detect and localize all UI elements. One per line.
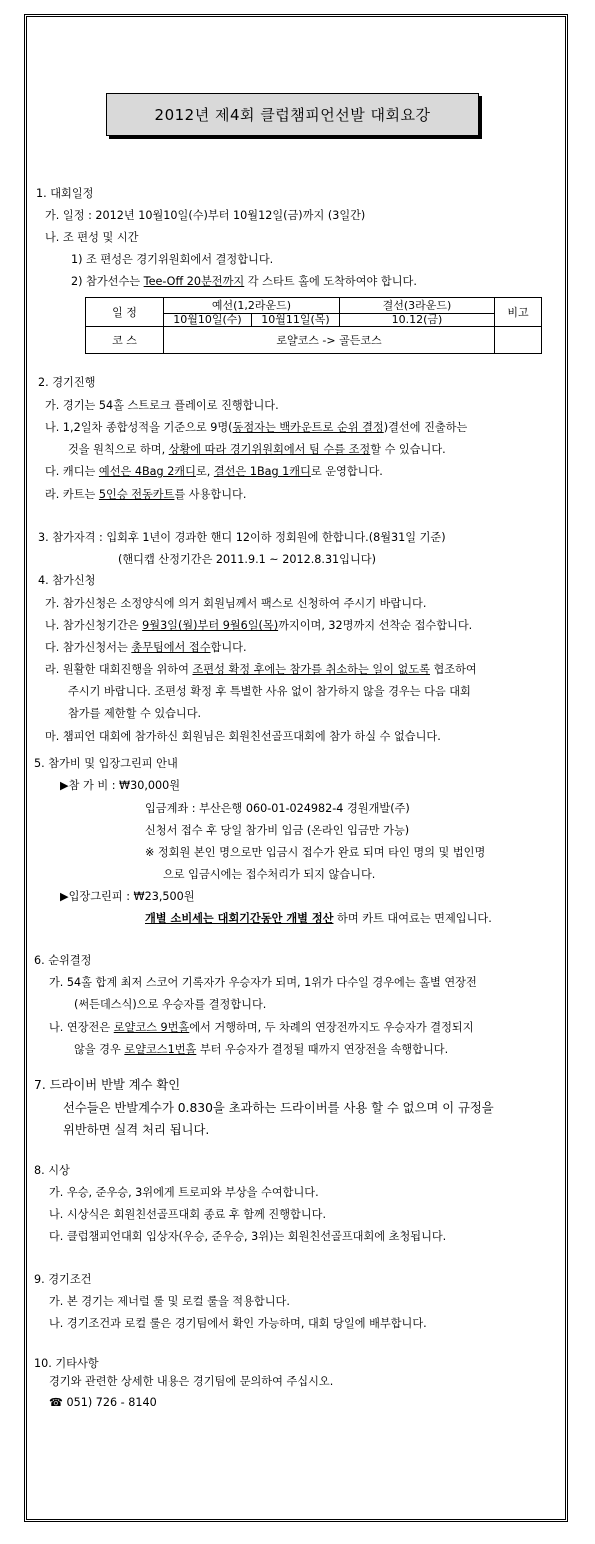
prelim-cell: [164, 298, 340, 327]
text: 부터 우승자가 결정될 때까지 연장전을 속행합니다.: [196, 1043, 449, 1056]
text: 라. 원활한 대회진행을 위하여: [45, 663, 193, 676]
s5-note2: 으로 입금시에는 접수처리가 되지 않습니다.: [163, 868, 376, 881]
note-header-cell: 비고: [495, 298, 542, 327]
course-label-cell: 코 스: [86, 327, 164, 354]
document-title: [106, 93, 479, 136]
section-6-heading: 6. 순위결정: [34, 954, 92, 967]
s7-line1: 선수들은 반발계수가 0.830을 초과하는 드라이버를 사용 할 수 없으며 이 규정을: [63, 1101, 494, 1115]
section-2-heading: 2. 경기진행: [38, 376, 96, 389]
underlined-text: 조편성 확정 후에는 참가를 취소하는 일이 없도록: [192, 663, 430, 676]
s10-phone: ☎ 051) 726 - 8140: [49, 1396, 157, 1409]
s2-item-c: [45, 465, 383, 479]
s5-personal-tax: [145, 912, 492, 926]
title-text: 2012년 제4회 클럽챔피언선발 대회요강: [154, 106, 431, 124]
underlined-text: 9월3일(월)부터 9월6일(목): [142, 619, 279, 632]
underlined-text: 총무팀에서 접수: [131, 641, 211, 654]
s2-item-d: [45, 488, 246, 502]
text: 합니다.: [210, 641, 247, 654]
text: 로,: [195, 465, 214, 478]
text: 할 수 있습니다.: [370, 443, 446, 456]
prelim-label: 예선(1,2라운드): [164, 299, 339, 314]
note-cell: [495, 327, 542, 354]
text: 에서 거행하며, 두 차례의 연장전까지도 우승자가 결정되지: [189, 1021, 474, 1034]
text: 각 스타트 홀에 도착하여야 합니다.: [244, 275, 417, 288]
schedule-table: [85, 297, 542, 354]
underlined-text: 로얄코스 9번홀: [113, 1021, 190, 1034]
s5-deposit: 신청서 접수 후 당일 참가비 입금 (온라인 입금만 가능): [145, 824, 410, 837]
s4-item-b: [45, 619, 472, 633]
final-day: 10.12(금): [391, 312, 443, 326]
final-label: 결선(3라운드): [340, 299, 494, 314]
underlined-text: 개별 소비세는 대회기간동안 개별 정산: [145, 912, 334, 925]
s1-item-b1: 1) 조 편성은 경기위원회에서 결정합니다.: [71, 253, 274, 266]
prelim-day2: 10월11일(목): [251, 314, 339, 326]
text: 나. 1,2일차 종합성적을 기준으로 9명(: [45, 421, 233, 434]
s4-item-d-cont2: 참가를 제한할 수 있습니다.: [68, 707, 202, 720]
text: 다. 캐디는: [45, 465, 99, 478]
s1-item-b: 나. 조 편성 및 시간: [45, 231, 139, 244]
s10-line1: 경기와 관련한 상세한 내용은 경기팀에 문의하여 주십시오.: [49, 1375, 334, 1388]
s2-item-a: 가. 경기는 54홀 스트로크 플레이로 진행합니다.: [45, 399, 279, 412]
s7-line2: 위반하면 실격 처리 됩니다.: [63, 1123, 210, 1137]
s4-item-a: 가. 참가신청은 소정양식에 의거 회원님께서 팩스로 신청하여 주시기 바랍니다.: [45, 597, 427, 610]
section-8-heading: 8. 시상: [34, 1164, 70, 1177]
s2-item-b-cont: [68, 443, 446, 457]
s2-item-b: [45, 421, 467, 435]
underlined-text: 로얄코스1번홀: [124, 1043, 197, 1056]
text: 나. 참가신청기간은: [45, 619, 143, 632]
underlined-text: 동점자는 백카운트로 순위 결정: [232, 421, 384, 434]
underlined-text: 5인승 전동카트: [98, 488, 175, 501]
text: 협조하여: [429, 663, 477, 676]
s4-item-d: [45, 663, 477, 677]
s5-account: 입금계좌 : 부산은행 060-01-024982-4 경원개발(주): [145, 802, 410, 815]
underlined-text: 상황에 따라 경기위원회에서 팀 수를 조정: [168, 443, 371, 456]
section-3-line2: (핸디캡 산정기간은 2011.9.1 ~ 2012.8.31입니다): [118, 553, 376, 566]
s1-item-a: 가. 일정 : 2012년 10월10일(수)부터 10월12일(금)까지 (3일간): [45, 209, 366, 222]
schedule-label-cell: 일 정: [86, 298, 164, 327]
final-cell: [340, 298, 495, 327]
s4-item-c: [45, 641, 247, 655]
text: 나. 연장전은: [49, 1021, 114, 1034]
s6-item-a2: (써든데스식)으로 우승자를 결정합니다.: [74, 998, 267, 1011]
text: 것을 원칙으로 하며,: [68, 443, 169, 456]
underlined-text: Tee-Off 20분전까지: [143, 275, 245, 288]
section-9-heading: 9. 경기조건: [34, 1273, 92, 1286]
prelim-dates: [164, 314, 339, 326]
final-date: [340, 314, 494, 326]
section-10-heading: 10. 기타사항: [34, 1357, 99, 1370]
section-4-heading: 4. 참가신청: [38, 574, 96, 587]
s6-item-b1: [49, 1021, 474, 1035]
s4-item-e: 마. 챔피언 대회에 참가하신 회원님은 회원친선골프대회에 참가 하실 수 없습니다.: [45, 730, 441, 743]
text: 로 운영합니다.: [310, 465, 383, 478]
text: 2) 참가선수는: [71, 275, 144, 288]
s8-item-a: 가. 우승, 준우승, 3위에게 트로피와 부상을 수여합니다.: [49, 1186, 319, 1199]
text: 다. 참가신청서는: [45, 641, 132, 654]
s8-item-c: 다. 클럽챔피언대회 입상자(우승, 준우승, 3위)는 회원친선골프대회에 초청됩니다.: [49, 1230, 447, 1243]
s9-item-b: 나. 경기조건과 로컬 룰은 경기팀에서 확인 가능하며, 대회 당일에 배부합니다.: [49, 1317, 427, 1330]
section-7-heading: 7. 드라이버 반발 계수 확인: [34, 1078, 181, 1092]
s5-fee: ▶참 가 비 : ₩30,000원: [60, 779, 181, 792]
text: 않을 경우: [74, 1043, 125, 1056]
text: 라. 카트는: [45, 488, 99, 501]
section-3-line1: 3. 참가자격 : 입회후 1년이 경과한 핸디 12이하 정회원에 한합니다.(8월31일 기준): [38, 531, 446, 544]
s1-item-b2: [71, 275, 417, 289]
prelim-day1: 10월10일(수): [173, 312, 242, 326]
underlined-text: 결선은 1Bag 1캐디: [213, 465, 311, 478]
course-cell: 로얄코스 -> 골든코스: [164, 327, 495, 354]
text: 까지이며, 32명까지 선착순 접수합니다.: [278, 619, 473, 632]
underlined-text: 예선은 4Bag 2캐디: [98, 465, 196, 478]
text: 를 사용합니다.: [174, 488, 247, 501]
text: )결선에 진출하는: [383, 421, 468, 434]
s5-green-fee: ▶입장그린피 : ₩23,500원: [60, 890, 195, 903]
s5-note1: ※ 정회원 본인 명으로만 입금시 접수가 완료 되며 타인 명의 및 법인명: [145, 846, 486, 859]
s9-item-a: 가. 본 경기는 제너럴 룰 및 로컬 룰을 적용합니다.: [49, 1295, 290, 1308]
s4-item-d-cont1: 주시기 바랍니다. 조편성 확정 후 특별한 사유 없이 참가하지 않을 경우는 다음 대회: [68, 685, 471, 698]
section-5-heading: 5. 참가비 및 입장그린피 안내: [34, 757, 178, 770]
s6-item-a1: 가. 54홀 합계 최저 스코어 기록자가 우승자가 되며, 1위가 다수일 경우에는 홀별 연장전: [49, 976, 477, 989]
section-1-heading: 1. 대회일정: [36, 187, 94, 200]
text: 하며 카트 대여료는 면제입니다.: [333, 912, 492, 925]
s6-item-b2: [74, 1043, 448, 1057]
s8-item-b: 나. 시상식은 회원친선골프대회 종료 후 함께 진행합니다.: [49, 1208, 327, 1221]
